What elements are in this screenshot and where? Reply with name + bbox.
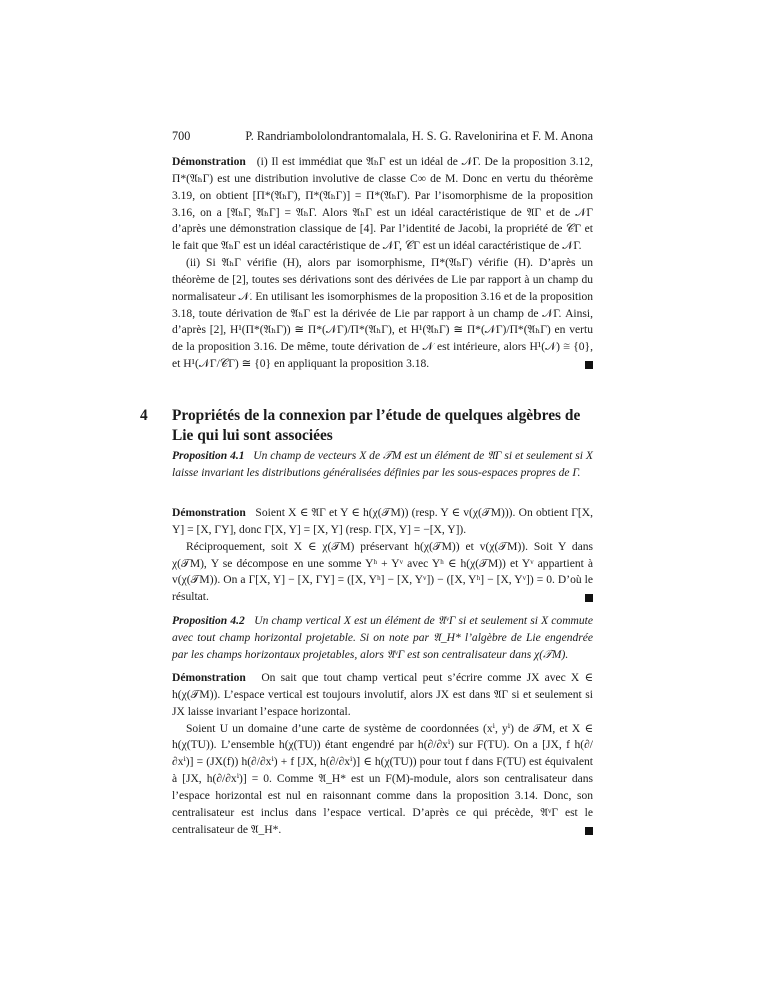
proof-block-1 [172, 154, 593, 373]
prop42-label: Proposition 4.2 [172, 615, 245, 627]
proof42-text-2: Soient U un domaine d’une carte de système de coordonnées (xⁱ, yⁱ) de 𝒯M, et X ∈ h(χ(TU)). L’ensemble h(χ(TU)) étant engendré par h(∂/∂xⁱ) sur F(TU). On a [JX, f h(∂/∂xⁱ)] = (JX(f)) h(∂/∂xⁱ) + f [JX, h(∂/∂xⁱ)] ∈ h(χ(TU)) pour tout f dans F(TU) est équivalent à [JX, h(∂/∂xⁱ)] = 0. Comme 𝔄_H* est un F(M)-module, alors son centralisateur dans l’espace horizontal est nul en raisonnant comme dans la proposition 3.14. Donc, son centralisateur est inclus dans l’espace vertical. D’après ce qui précède, 𝔄ᵛΓ est le centralisateur de 𝔄_H*. [172, 722, 593, 836]
running-head [172, 127, 593, 145]
page-number: 700 [172, 129, 191, 143]
prop41-text: Un champ de vecteurs X de 𝒯M est un élément de 𝔄Γ si et seulement si X laisse invariant les distributions généralisées définies par les sous-espaces propres de Γ. [172, 450, 593, 479]
proof1-text-2: (ii) Si 𝔄ₕΓ vérifie (H), alors par isomorphisme, Π*(𝔄ₕΓ) vérifie (H). D’après un théorème de [2], toutes ses dérivations sont des dérivées de Lie par rapport à un champ du normalisateur 𝒩. En utilisant les isomorphismes de la proposition 3.16 et de la proposition 3.18, toute dérivation de 𝔄ₕΓ est la dérivée de Lie par rapport à un champ de 𝒩Γ. Ainsi, d’après [2], H¹(Π*(𝔄ₕΓ)) ≅ Π*(𝒩Γ)/Π*(𝔄ₕΓ), et H¹(𝔄ₕΓ) ≅ Π*(𝒩Γ)/Π*(𝔄ₕΓ) en vertu de la proposition 3.16. De même, toute dérivation de 𝒩 est intérieure, alors H¹(𝒩) ≅ {0}, et H¹(𝒩Γ/𝒞Γ) ≅ {0} en appliquant la proposition 3.18. [172, 257, 593, 371]
proof41-para-1 [172, 505, 593, 539]
proof41-text-2: Réciproquement, soit X ∈ χ(𝒯M) préservant h(χ(𝒯M)) et v(χ(𝒯M)). Soit Y dans χ(𝒯M), Y se décompose en une somme Yʰ + Yᵛ avec Yʰ ∈ h(χ(𝒯M)) et Yᵛ appartient à v(χ(𝒯M)). On a Γ[X, Y] − [X, ΓY] = ([X, Yʰ] − [X, Yᵛ]) − ([X, Yʰ] − [X, Yᵛ]) = 0. D’où le résultat. [172, 540, 593, 604]
qed-square-icon [585, 361, 593, 369]
proof42-label: Démonstration [172, 672, 246, 684]
section-title: Propriétés de la connexion par l’étude de quelques algèbres de Lie qui lui sont associées [172, 407, 581, 444]
proof41-para-2 [172, 539, 593, 606]
qed-square-icon [585, 827, 593, 835]
proof1-text-1: (i) Il est immédiat que 𝔄ₕΓ est un idéal de 𝒩Γ. De la proposition 3.12, Π*(𝔄ₕΓ) est une distribution involutive de classe C∞ de M. Donc en vertu du théorème 3.19, on obtient [Π*(𝔄ₕΓ), Π*(𝔄ₕΓ)] = Π*(𝔄ₕΓ). Par l’isomorphisme de la proposition 3.16, on a [𝔄ₕΓ, 𝔄ₕΓ] = 𝔄ₕΓ. Alors 𝔄ₕΓ est un idéal caractéristique de 𝔄Γ et de 𝒩Γ d’après une démonstration classique de [4]. Par l’identité de Jacobi, la propriété de 𝒞Γ et le fait que 𝔄ₕΓ est un idéal caractéristique de 𝒩Γ, 𝒞Γ est un idéal caractéristique de 𝒩Γ. [172, 156, 593, 253]
proof41-label: Démonstration [172, 507, 246, 519]
proof1-para-1 [172, 154, 593, 255]
proposition-4-1 [172, 448, 593, 482]
proof-block-41 [172, 505, 593, 606]
proof42-para-1 [172, 670, 593, 721]
proof-block-42 [172, 670, 593, 838]
proof1-label: Démonstration [172, 156, 246, 168]
qed-square-icon [585, 594, 593, 602]
section-number: 4 [140, 407, 148, 424]
proof42-para-2 [172, 721, 593, 839]
proof1-para-2 [172, 255, 593, 373]
prop41-para [172, 448, 593, 482]
proposition-4-2 [172, 613, 593, 664]
proof41-text-1: Soient X ∈ 𝔄Γ et Y ∈ h(χ(𝒯M)) (resp. Y ∈ v(χ(𝒯M))). On obtient Γ[X, Y] = [X, ΓY], donc Γ[X, Y] = [X, Y] (resp. Γ[X, Y] = −[X, Y]). [172, 507, 593, 536]
prop42-para [172, 613, 593, 664]
prop41-label: Proposition 4.1 [172, 450, 245, 462]
proof42-text-1: On sait que tout champ vertical peut s’écrire comme JX avec X ∈ h(χ(𝒯M)). L’espace vertical est toujours involutif, alors JX est dans 𝔄Γ si et seulement si JX laisse invariant l’espace horizontal. [172, 672, 593, 718]
prop42-text: Un champ vertical X est un élément de 𝔄ᵛΓ si et seulement si X commute avec tout champ horizontal projetable. Si on note par 𝔄_H* l’algèbre de Lie engendrée par les champs horizontaux projetables, alors 𝔄ᵛΓ est son centralisateur dans χ(𝒯M). [172, 615, 593, 661]
running-head-authors: P. Randriambololondrantomalala, H. S. G. Ravelonirina et F. M. Anona [245, 129, 593, 143]
